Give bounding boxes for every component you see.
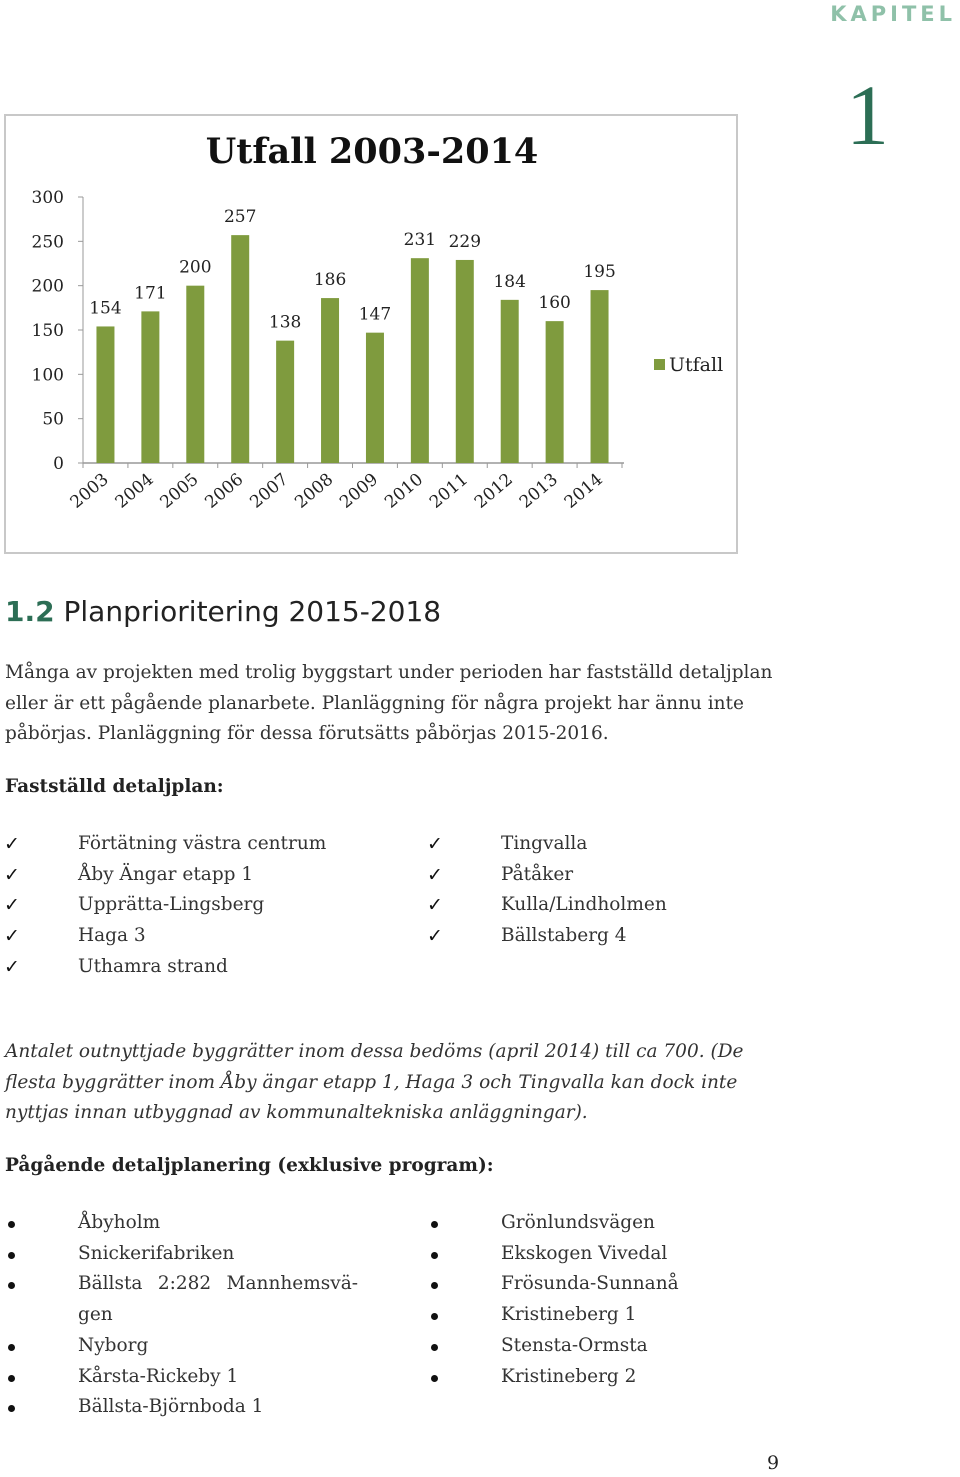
list-item: Kårsta-Rickeby 1 — [40, 1362, 358, 1393]
data-label: 160 — [538, 293, 571, 314]
bar — [456, 260, 474, 463]
y-tick-label: 200 — [31, 276, 64, 297]
list-item: Bällsta 2:282 Mannhemsvä-gen — [40, 1269, 358, 1330]
data-label: 195 — [583, 262, 616, 283]
intro-paragraph: Många av projekten med trolig byggstart under perioden har fastställd detaljplan eller är ett pågående planarbete. Planläggning för några projekt har ännu inte påbörjas. Planläggning för dessa förutsätts påbörjas 2015-2016. — [5, 662, 773, 744]
x-tick-label: 2012 — [470, 469, 517, 513]
section-heading — [5, 595, 441, 628]
data-label: 229 — [448, 231, 482, 252]
page-number: 9 — [767, 1452, 780, 1474]
bar — [276, 341, 294, 463]
chart-container — [4, 114, 738, 554]
y-tick-label: 150 — [31, 321, 64, 341]
y-tick-label: 0 — [53, 454, 64, 474]
list-item: Åbyholm — [40, 1208, 358, 1239]
bar — [411, 258, 429, 463]
x-tick-label: 2011 — [426, 469, 473, 513]
legend-swatch — [654, 359, 665, 370]
bar — [366, 333, 384, 463]
list-item: ✓ Åby Ängar etapp 1 — [40, 860, 326, 891]
data-label: 200 — [179, 257, 212, 278]
data-label: 138 — [268, 312, 302, 333]
list-item: Grönlundsvägen — [463, 1208, 679, 1239]
bar — [546, 321, 564, 463]
chart-title: Utfall 2003-2014 — [205, 131, 539, 172]
list-item: Ekskogen Vivedal — [463, 1239, 679, 1270]
pagaende-list-right — [463, 1208, 679, 1392]
y-tick-label: 250 — [31, 232, 64, 253]
x-tick-label: 2005 — [156, 469, 203, 513]
x-tick-label: 2004 — [111, 469, 158, 513]
legend-label: Utfall — [669, 354, 724, 376]
note-paragraph: Antalet outnyttjade byggrätter inom dessa bedöms (april 2014) till ca 700. (De flesta byggrätter inom Åby ängar etapp 1, Haga 3 och Tingvalla kan dock inte nyttjas innan utbyggnad av kommunaltekniska anläggningar). — [5, 1041, 744, 1123]
list-item: ✓ Upprätta-Lingsberg — [40, 890, 326, 921]
data-label: 147 — [358, 304, 392, 325]
section-number: 1.2 — [5, 595, 55, 628]
pagaende-heading: Pågående detaljplanering (exklusive program): — [5, 1155, 494, 1176]
chapter-number: 1 — [846, 67, 889, 163]
data-label: 231 — [403, 230, 437, 251]
pagaende-list-left — [40, 1208, 358, 1423]
list-item: ✓ Kulla/Lindholmen — [463, 890, 667, 921]
faststalld-list-left — [40, 829, 326, 983]
faststalld-heading: Fastställd detaljplan: — [5, 776, 224, 797]
data-label: 186 — [313, 270, 347, 291]
x-tick-label: 2014 — [560, 469, 607, 513]
chapter-label: KAPITEL — [830, 2, 956, 26]
x-tick-label: 2006 — [201, 469, 248, 513]
bar-chart — [6, 116, 736, 552]
data-label: 171 — [134, 283, 167, 304]
bar — [96, 326, 114, 463]
data-label: 154 — [89, 298, 122, 319]
bar — [501, 300, 519, 463]
list-item: Kristineberg 2 — [463, 1362, 679, 1393]
x-tick-label: 2008 — [291, 469, 338, 513]
bar — [231, 235, 249, 463]
list-item: ✓ Uthamra strand — [40, 952, 326, 983]
x-tick-label: 2013 — [515, 469, 562, 513]
list-item: Stensta-Ormsta — [463, 1331, 679, 1362]
data-label: 257 — [223, 207, 257, 228]
list-item: Bällsta-Björnboda 1 — [40, 1392, 358, 1423]
faststalld-list-right — [463, 829, 667, 952]
y-tick-label: 100 — [31, 365, 64, 386]
bar — [186, 286, 204, 463]
list-item: ✓ Påtåker — [463, 860, 667, 891]
y-tick-label: 300 — [31, 188, 64, 208]
bar — [141, 311, 159, 463]
list-item: ✓ Haga 3 — [40, 921, 326, 952]
section-title: Planprioritering 2015-2018 — [63, 595, 442, 628]
x-tick-label: 2007 — [246, 469, 293, 513]
x-tick-label: 2003 — [66, 469, 113, 513]
list-item: ✓ Förtätning västra centrum — [40, 829, 326, 860]
bar — [321, 298, 339, 463]
list-item: ✓ Tingvalla — [463, 829, 667, 860]
data-label: 184 — [493, 271, 526, 292]
list-item: ✓ Bällstaberg 4 — [463, 921, 667, 952]
x-tick-label: 2009 — [336, 469, 383, 513]
y-tick-label: 50 — [42, 409, 64, 430]
bar — [591, 290, 609, 463]
x-tick-label: 2010 — [381, 469, 428, 513]
list-item: Nyborg — [40, 1331, 358, 1362]
list-item: Frösunda-Sunnanå — [463, 1269, 679, 1300]
list-item: Snickerifabriken — [40, 1239, 358, 1270]
list-item: Kristineberg 1 — [463, 1300, 679, 1331]
